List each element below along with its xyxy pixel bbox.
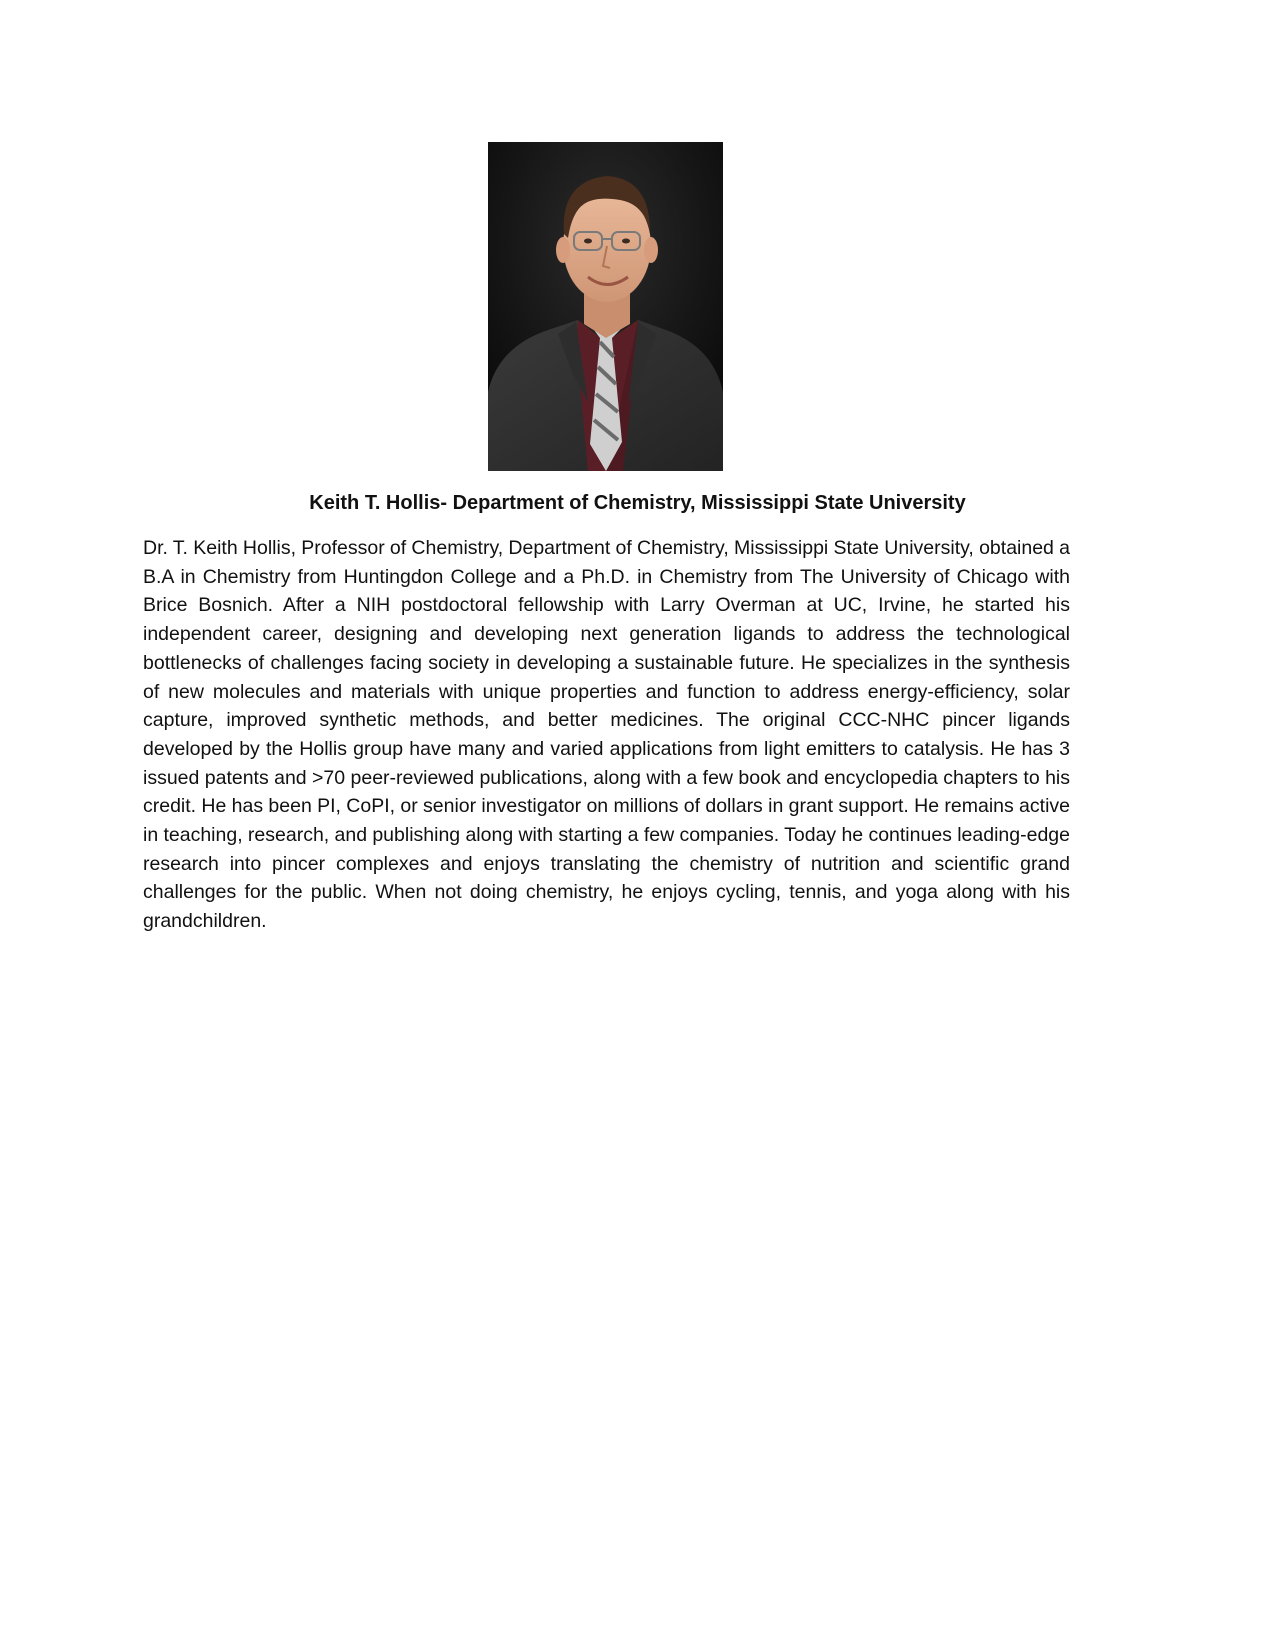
portrait-photo (488, 142, 723, 471)
bio-title: Keith T. Hollis- Department of Chemistry, Mississippi State University (309, 492, 966, 514)
portrait-illustration (488, 142, 723, 471)
bio-paragraph: Dr. T. Keith Hollis, Professor of Chemistry, Department of Chemistry, Mississippi State University, obtained a B.A in Chemistry from Huntingdon College and a Ph.D. in Chemistry from The University of Chicago with Brice Bosnich. After a NIH postdoctoral fellowship with Larry Overman at UC, Irvine, he started his independent career, designing and developing next generation ligands to address the technological bottlenecks of challenges facing society in developing a sustainable future. He specializes in the synthesis of new molecules and materials with unique properties and function to address energy-efficiency, solar capture, improved synthetic methods, and better medicines. The original CCC-NHC pincer ligands developed by the Hollis group have many and varied applications from light emitters to catalysis. He has 3 issued patents and >70 peer-reviewed publications, along with a few book and encyclopedia chapters to his credit. He has been PI, CoPI, or senior investigator on millions of dollars in grant support. He remains active in teaching, research, and publishing along with starting a few companies. Today he continues leading-edge research into pincer complexes and enjoys translating the chemistry of nutrition and scientific grand challenges for the public. When not doing chemistry, he enjoys cycling, tennis, and yoga along with his grandchildren. (143, 537, 1070, 933)
